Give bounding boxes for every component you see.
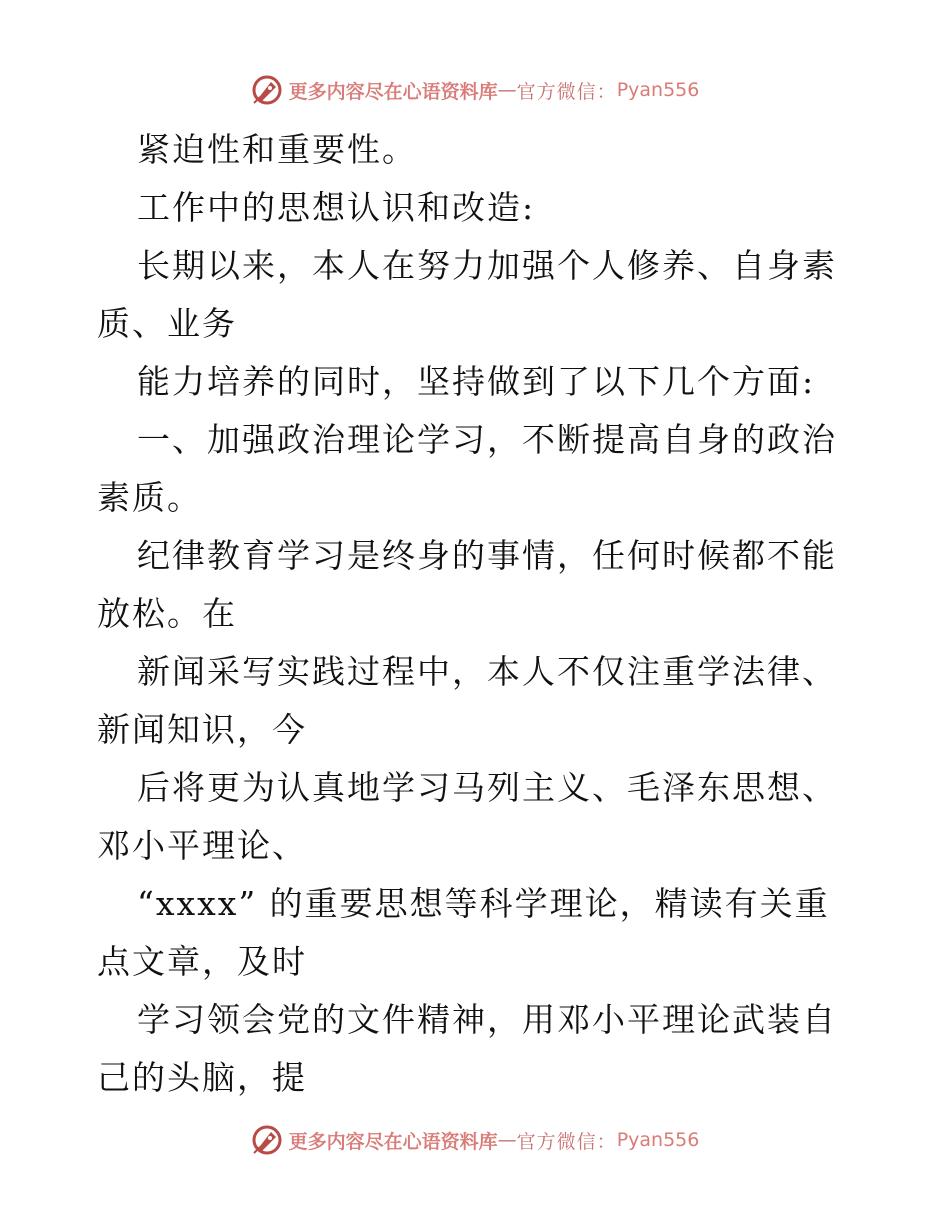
pen-nib-circle-icon bbox=[251, 1124, 283, 1156]
paragraph: 新闻采写实践过程中，本人不仅注重学法律、新闻知识，今 bbox=[97, 652, 837, 749]
banner-brand-text: 更多内容尽在心语资料库 bbox=[288, 80, 498, 103]
banner-brand-text: 更多内容尽在心语资料库 bbox=[288, 1130, 498, 1153]
banner-separator: — bbox=[497, 79, 517, 101]
banner-separator: — bbox=[497, 1129, 517, 1151]
paragraph: 学习领会党的文件精神，用邓小平理论武装自己的头脑，提 bbox=[97, 1000, 837, 1097]
banner-wechat-id: Pyan556 bbox=[616, 1129, 700, 1151]
paragraph: 工作中的思想认识和改造: bbox=[137, 188, 536, 227]
footer-banner bbox=[0, 1120, 950, 1160]
paragraph: 紧迫性和重要性。 bbox=[137, 130, 417, 169]
paragraph: 长期以来，本人在努力加强个人修养、自身素质、业务 bbox=[97, 246, 837, 343]
banner-official-label: 官方微信： bbox=[516, 80, 617, 103]
paragraph: 后将更为认真地学习马列主义、毛泽东思想、邓小平理论、 bbox=[97, 768, 837, 865]
paragraph: 一、加强政治理论学习，不断提高自身的政治素质。 bbox=[97, 420, 837, 517]
document-body bbox=[97, 121, 857, 1107]
header-banner bbox=[0, 70, 950, 110]
banner-wechat-id: Pyan556 bbox=[616, 79, 700, 101]
banner-official-label: 官方微信： bbox=[516, 1130, 617, 1153]
pen-nib-circle-icon bbox=[251, 74, 283, 106]
paragraph: 纪律教育学习是终身的事情，任何时候都不能放松。在 bbox=[97, 536, 837, 633]
paragraph: “xxxx” 的重要思想等科学理论，精读有关重点文章，及时 bbox=[97, 884, 830, 981]
paragraph: 能力培养的同时，坚持做到了以下几个方面: bbox=[137, 362, 816, 401]
